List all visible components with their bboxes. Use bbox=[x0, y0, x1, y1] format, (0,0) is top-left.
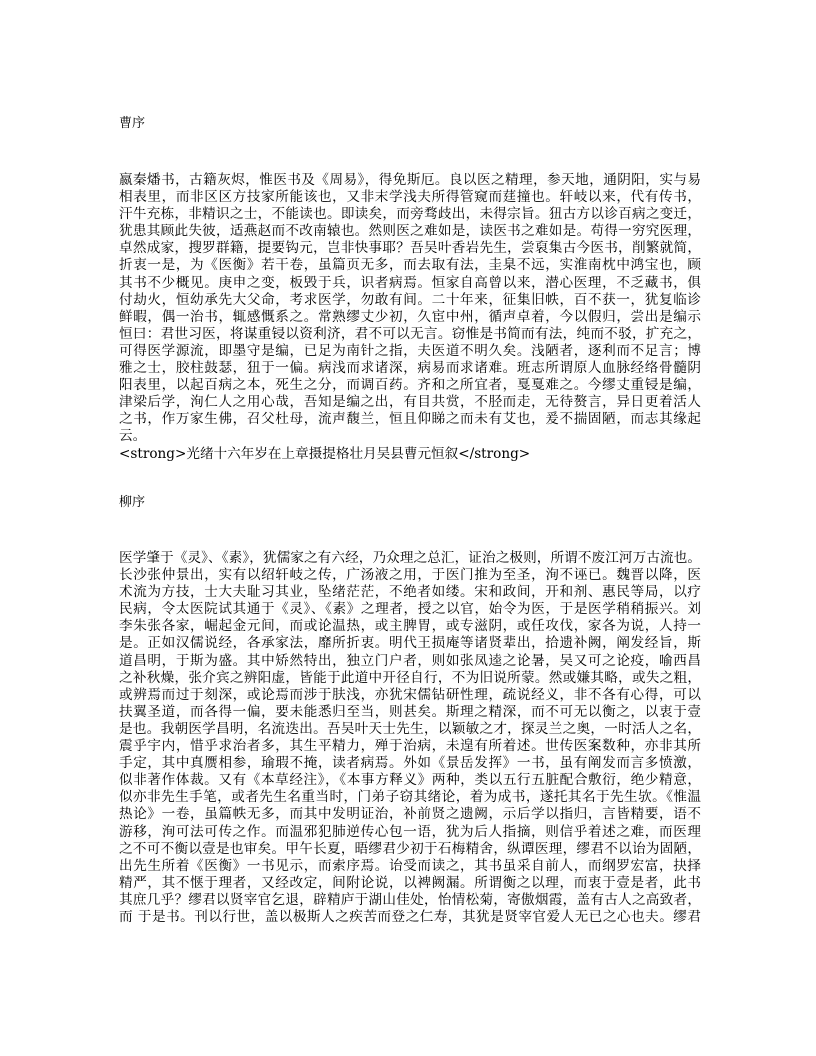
text-line: 之补秋燥，张介宾之辨阳虚，皆能于此道中开径自行，不为旧说所蒙。然或嫌其略，或失之粗， bbox=[119, 669, 701, 686]
text-line: 相表里，而非区区方技家所能该也，又非末学浅夫所得管窥而莛撞也。轩岐以来，代有传书， bbox=[119, 189, 701, 206]
text-line: 折衷一是，为《医衡》若干卷，虽篇页无多，而去取有法，圭臬不远，实淮南枕中鸿宝也，顾 bbox=[119, 257, 701, 274]
text-line: 似非著作体裁。又有《本草经注》，《本事方释义》两种，类以五行五脏配合敷衍，绝少精意， bbox=[119, 772, 701, 789]
text-line: 付劫火，恒幼承先大父命，考求医学，勿敢有间。二十年来，征集旧帙，百不获一，犹复临诊 bbox=[119, 291, 701, 308]
text-line: 医学肇于《灵》、《素》，犹儒家之有六经，乃众理之总汇，证治之极则，所谓不废江河万古流也。 bbox=[119, 550, 701, 566]
text-line: 卓然成家，搜罗群籍，提要钩元，岂非快事耶？吾吴叶香岩先生，尝裒集古今医书，削繁就简， bbox=[119, 240, 701, 257]
text-line: 精严，其不惬于理者，又经改定，间附论说，以裨阙漏。所谓衡之以理，而衷于壹是者，此书 bbox=[119, 874, 701, 891]
text-line: 手定，其中真赝相参，瑜瑕不掩，读者病焉。外如《景岳发挥》一书，虽有阐发而言多愤激， bbox=[119, 755, 701, 772]
text-line: 游移，洵可法可传之作。而温邪犯肺逆传心包一语，犹为后人指摘，则信乎着述之难，而医理 bbox=[119, 823, 701, 840]
text-line: 云。 bbox=[119, 428, 147, 445]
text-line: 道昌明，于斯为盛。其中矫然特出，独立门户者，则如张凤逵之论暑，吴又可之论疫，喻西昌 bbox=[119, 652, 701, 669]
text-line: 嬴秦燔书，古籍灰烬，惟医书及《周易》，得免斯厄。良以医之精理，参天地，通阴阳，实与易 bbox=[119, 172, 701, 188]
text-line: 之不可不衡以壹是也审矣。甲午长夏，晤缪君少初于石梅精舍，纵谭医理，缪君不以诒为固陋， bbox=[119, 840, 701, 857]
section-heading-cao-preface: 曹序 bbox=[119, 116, 146, 131]
text-line: 似亦非先生手笔，或者先生名重当时，门弟子窃其绪论，着为成书，遂托其名于先生欤。《惟温 bbox=[119, 789, 701, 806]
section-heading-liu-preface: 柳序 bbox=[119, 495, 146, 510]
text-line: 而 于是书。刊以行世，盖以极斯人之疾苦而登之仁寿，其犹是贤宰官爱人无已之心也夫。缪君 bbox=[119, 908, 701, 925]
cao-preface-signature: <strong>光绪十六年岁在上章摄提格壮月吴县曹元恒叙</strong> bbox=[119, 446, 531, 462]
text-line: 或辨焉而过于刻深，或论焉而涉于肤浅，亦犹宋儒钻研性理，疏说经义，非不各有心得，可以 bbox=[119, 686, 701, 703]
text-line: 术流为方技，士大夫耻习其业，坠绪茫茫，不绝者如缕。宋和政间，开和剂、惠民等局，以疗 bbox=[119, 584, 701, 601]
liu-preface-body bbox=[119, 550, 701, 926]
text-line: 其庶几乎？缪君以贤宰官乞退，辟精庐于湖山佳处，怡情松菊，寄傲烟霞，盖有古人之高致者， bbox=[119, 891, 701, 908]
text-line: 犹患其顾此失彼，适燕赵而不改南辕也。然则医之难如是，读医书之难如是。苟得一穷究医理， bbox=[119, 223, 701, 240]
text-line: 汗牛充栋，非精识之士，不能读也。即读矣，而旁骛歧出，未得宗旨。狃古方以诊百病之变迁， bbox=[119, 206, 701, 223]
text-line: 雅之士，胶柱鼓瑟，狃于一偏。病浅而求诸深，病易而求诸难。班志所谓原人血脉经络骨髓阴 bbox=[119, 360, 701, 377]
text-line: 恒曰：君世习医，将谋重锓以资利济，君不可以无言。窃惟是书简而有法，纯而不驳，扩充之， bbox=[119, 325, 701, 342]
text-line: 可得医学源流，即墨守是编，已足为南针之指，夫医道不明久矣。浅陋者，逐利而不足言；博 bbox=[119, 342, 701, 359]
text-line: 出先生所着《医衡》一书见示，而索序焉。诒受而读之，其书虽采自前人，而纲罗宏富，抉择 bbox=[119, 857, 701, 874]
text-line: 鲜暇，偶一治书，辄感慨系之。常熟缪丈少初，久宦中州，循声卓着，今以假归，尝出是编示 bbox=[119, 308, 701, 325]
text-line: 李朱张各家，崛起金元间，而或论温热，或主脾胃，或专滋阴，或任攻伐，家各为说，人持一 bbox=[119, 618, 701, 635]
text-line: 是。正如汉儒说经，各承家法，靡所折衷。明代王损庵等诸贤辈出，拾遗补阙，阐发经旨，斯 bbox=[119, 635, 701, 652]
text-line: 其书不少概见。庚申之变，板毁于兵，识者病焉。恒家自高曾以来，潜心医理，不乏藏书，俱 bbox=[119, 274, 701, 291]
text-line: 阳表里，以起百病之本，死生之分，而调百药。齐和之所宜者，戛戛难之。今缪丈重锓是编， bbox=[119, 377, 701, 394]
text-line: 民病，令太医院试其通于《灵》、《素》之理者，授之以官，始令为医，于是医学稍稍振兴。刘 bbox=[119, 601, 701, 618]
text-line: 热论》一卷，虽篇帙无多，而其中发明证治，补前贤之遗阙，示后学以指归，言皆精要，语不 bbox=[119, 806, 701, 823]
text-line: 震乎宇内，惜乎求治者多，其生平精力，殚于治病，未遑有所着述。世传医案数种，亦非其所 bbox=[119, 738, 701, 755]
text-line: 长沙张仲景出，实有以绍轩岐之传，广汤液之用，于医门推为至圣，洵不诬已。魏晋以降，医 bbox=[119, 567, 701, 584]
cao-preface-body bbox=[119, 172, 701, 446]
text-line: 津梁后学，洵仁人之用心哉，吾知是编之出，有目共赏，不胫而走，无待赘言，异日更着活人 bbox=[119, 394, 701, 411]
text-line: 扶翼圣道，而各得一偏，要未能悉归至当，则甚矣。斯理之精深，而不可无以衡之，以衷于壹 bbox=[119, 703, 701, 720]
text-line: 之书，作万家生佛，召父杜母，流声馥兰，恒且仰睇之而未有艾也，爰不揣固陋，而志其缘起 bbox=[119, 411, 701, 428]
text-line: 是也。我朝医学昌明，名流迭出。吾吴叶天士先生，以颖敏之才，探灵兰之奥，一时活人之名， bbox=[119, 720, 701, 737]
